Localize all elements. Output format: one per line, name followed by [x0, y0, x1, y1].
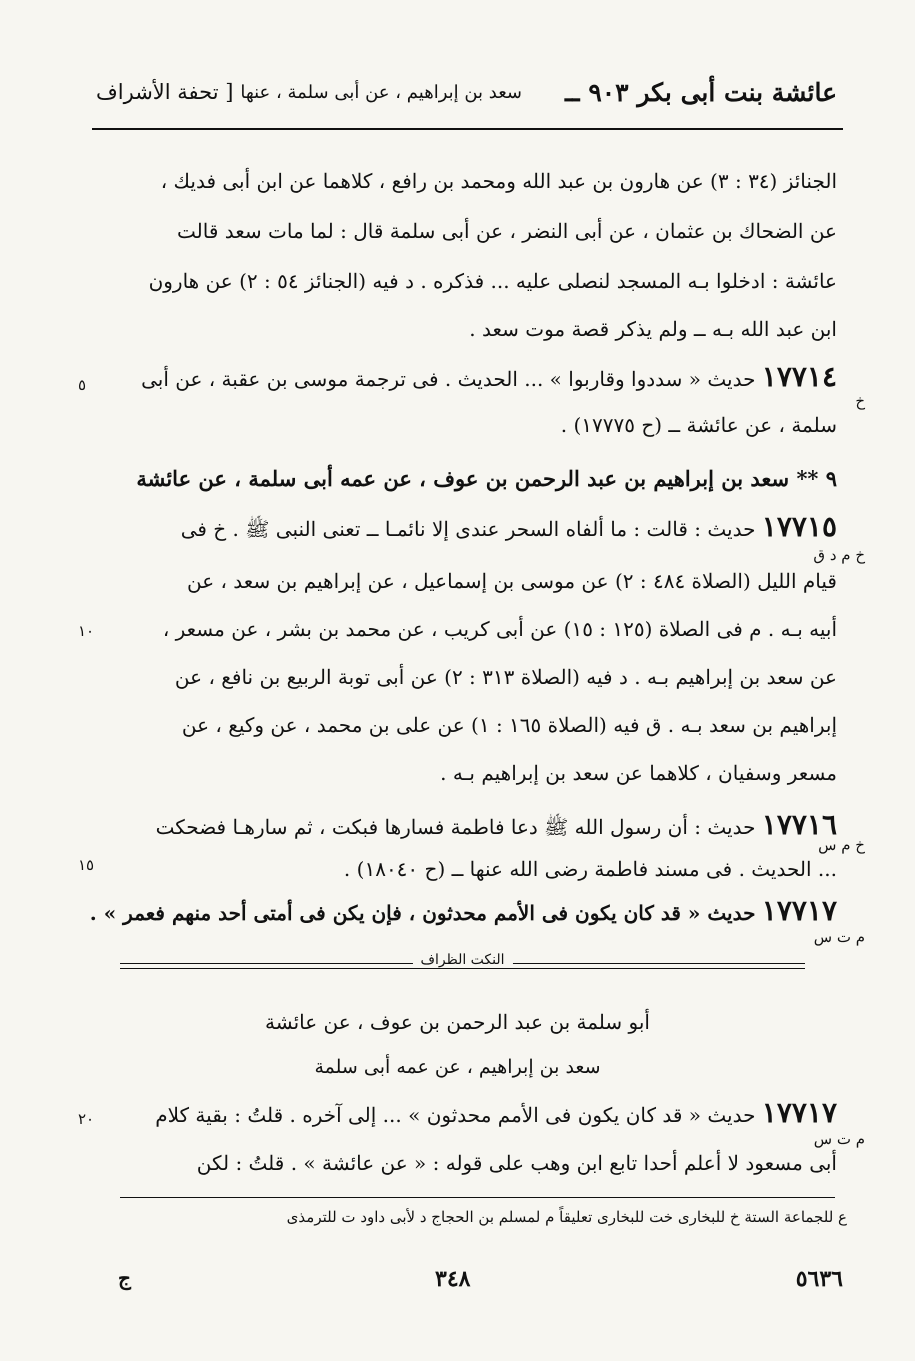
text-line: قيام الليل (الصلاة ٤٨٤ : ٢) عن موسى بن إسماعيل ، عن إبراهيم بن سعد ، عن	[186, 569, 837, 593]
hadith-text: حديث : قالت : ما ألفاه السحر عندى إلا نائمـا ــ تعنى النبى ﷺ . خ فى	[180, 517, 756, 541]
text-line: ابن عبد الله بـه ــ ولم يذكر قصة موت سعد .	[469, 317, 837, 341]
text-line: إبراهيم بن سعد بـه . ق فيه (الصلاة ١٦٥ : ١) عن على بن محمد ، عن وكيع ، عن	[181, 713, 837, 737]
hadith-17717	[89, 894, 837, 927]
hadith-count: ٥٦٣٦	[795, 1266, 843, 1292]
hadith-number: ١٧٧١٧	[761, 1096, 837, 1129]
divider-rule	[120, 968, 805, 969]
header-title: عائشة بنت أبى بكر ٩٠٣ ــ	[564, 78, 837, 107]
text-line: عائشة : ادخلوا بـه المسجد لنصلى عليه ... فذكره . د فيه (الجنائز ٥٤ : ٢) عن هارون	[148, 269, 837, 293]
hadith-text: حديث « سددوا وقاربوا » ... الحديث . فى ترجمة موسى بن عقبة ، عن أبى	[141, 367, 756, 391]
margin-codes: م ت س	[813, 1130, 865, 1148]
text-line: الجنائز (٣٤ : ٣) عن هارون بن عبد الله ومحمد بن رافع ، كلاهما عن ابن أبى فديك ،	[160, 169, 837, 193]
hadith-17714	[100, 360, 837, 393]
margin-line-number: ٢٠	[78, 1110, 95, 1128]
hadith-text: حديث « قد كان يكون فى الأمم محدثون ، فإن يكن فى أمتى أحد منهم فعمر » .	[89, 901, 756, 925]
header-rule	[92, 128, 843, 130]
nukat-subheading: سعد بن إبراهيم ، عن عمه أبى سلمة	[314, 1056, 601, 1078]
margin-codes: خ م د ق	[813, 546, 865, 564]
nukat-hadith-17717	[100, 1096, 837, 1129]
text-line: أبى مسعود لا أعلم أحدا تابع ابن وهب على قوله : « عن عائشة » . قلتُ : لكن	[196, 1151, 837, 1175]
hadith-text: حديث : أن رسول الله ﷺ دعا فاطمة فسارها فبكت ، ثم سارهـا فضحكت	[155, 815, 756, 839]
running-header	[96, 78, 837, 118]
footnote-legend: ع للجماعة الستة خ للبخارى خت للبخارى تعليقاً م لمسلم بن الحجاج د لأبى داود ت للترمذى	[286, 1208, 847, 1226]
margin-line-number: ١٥	[78, 856, 95, 874]
hadith-17715	[100, 510, 837, 543]
section-title: سعد بن إبراهيم بن عبد الرحمن بن عوف ، عن عمه أبى سلمة ، عن عائشة	[136, 466, 790, 491]
margin-codes: م ت س	[813, 928, 865, 946]
hadith-text: حديث « قد كان يكون فى الأمم محدثون » ... إلى آخره . قلتُ : بقية كلام	[155, 1103, 756, 1127]
text-line: أبيه بـه . م فى الصلاة (١٢٥ : ١٥) عن أبى كريب ، عن محمد بن بشر ، عن مسعر ،	[162, 617, 837, 641]
section-divider	[120, 952, 805, 974]
signature-mark: ج	[118, 1266, 131, 1290]
margin-line-number: ٥	[78, 376, 87, 394]
section-heading	[100, 466, 837, 492]
text-line: ... الحديث . فى مسند فاطمة رضى الله عنها ــ (ح ١٨٠٤٠) .	[343, 857, 837, 881]
nukat-heading: أبو سلمة بن عبد الرحمن بن عوف ، عن عائشة	[265, 1010, 650, 1034]
hadith-number: ١٧٧١٧	[761, 894, 837, 927]
hadith-number: ١٧٧١٦	[761, 808, 837, 841]
hadith-number: ١٧٧١٥	[761, 510, 837, 543]
footnote-rule	[120, 1197, 835, 1198]
text-line: عن الضحاك بن عثمان ، عن أبى النضر ، عن أبى سلمة قال : لما مات سعد قالت	[177, 219, 837, 243]
divider-label: النكت الظراف	[412, 952, 512, 968]
header-book-title: [ تحفة الأشراف	[96, 80, 234, 104]
page-number: ٣٤٨	[435, 1266, 471, 1292]
margin-codes: خ م س	[818, 836, 865, 854]
margin-codes: خ	[855, 392, 865, 410]
section-marker: ٩ **	[796, 466, 837, 491]
text-line: سلمة ، عن عائشة ــ (ح ١٧٧٧٥) .	[560, 413, 837, 437]
hadith-number: ١٧٧١٤	[761, 360, 837, 393]
hadith-17716	[100, 808, 837, 841]
header-subtitle: سعد بن إبراهيم ، عن أبى سلمة ، عنها	[240, 82, 522, 103]
text-line: مسعر وسفيان ، كلاهما عن سعد بن إبراهيم بـه .	[440, 761, 837, 785]
text-line: عن سعد بن إبراهيم بـه . د فيه (الصلاة ٣١٣ : ٢) عن أبى توبة الربيع بن نافع ، عن	[174, 665, 837, 689]
margin-line-number: ١٠	[78, 622, 95, 640]
